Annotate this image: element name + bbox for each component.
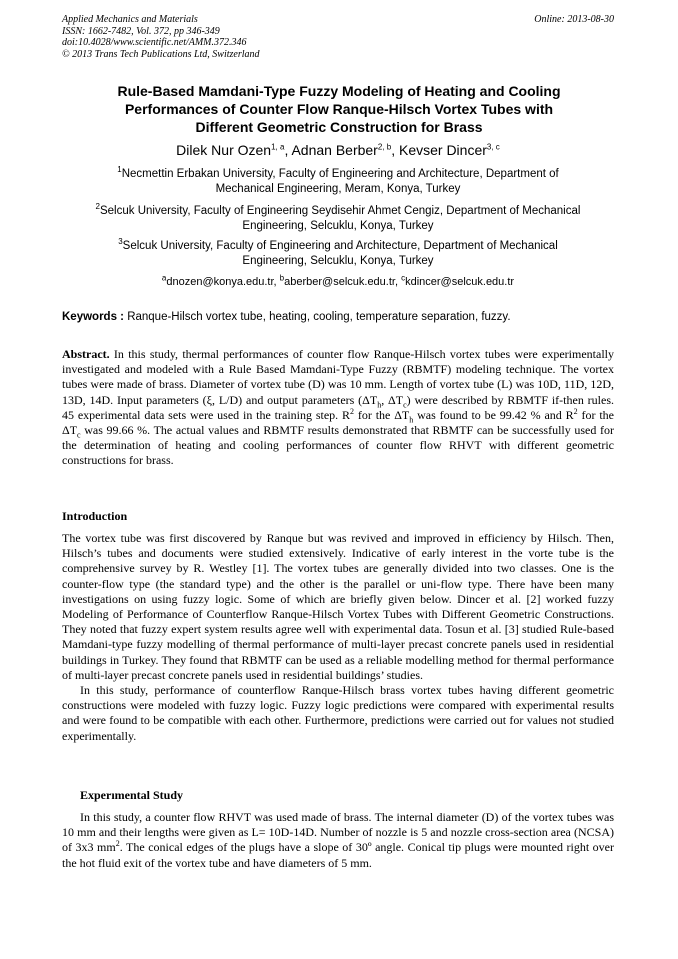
author-separator: , (284, 142, 292, 158)
author-superscript: 3, c (486, 142, 500, 152)
doi: doi:10.4028/www.scientific.net/AMM.372.346 (62, 37, 247, 48)
online-date: Online: 2013-08-30 (534, 14, 614, 25)
subscript: c (403, 400, 407, 409)
paragraph: In this study, performance of counterflow Ranque-Hilsch brass vortex tubes having different geometric constructions were modeled with fuzzy logic. Fuzzy logic predictions were compared with experimental results and were found to be compatible with each other. Furthermore, predictions were carried out for values not studied experimentally. (62, 683, 614, 743)
affiliation-superscript: 2 (95, 202, 100, 212)
affiliation-text: Mechanical Engineering, Meram, Konya, Turkey (215, 183, 461, 195)
affiliation-2 (62, 204, 614, 234)
author-emails (62, 275, 614, 289)
affiliation-superscript: 1 (117, 165, 122, 175)
experimental-body (62, 810, 614, 871)
affiliation-superscript: 3 (118, 237, 123, 247)
paragraph: The vortex tube was first discovered by Ranque but was revived and improved in efficiency by Hilsch. Then, Hilsch’s tubes and documents were studied extensively. Indicative of early interest in the vorte tube is the comprehensive survey by R. Westley [1]. The vortex tubes are generally divided into two classes. One is the counter-flow type (the standard type) and the other is the parallel or uni-flow type. There have been many investigations on using fuzzy logic. Some of which are briefly given below. Dincer et al. [2] worked fuzzy Modeling of Performance of Counterflow Ranque-Hilsch Vortex Tubes with Different Geometric Constructions. They noted that fuzzy expert system results agree well with experimental data. Tosun et al. [3] studied Rule-based Mamdani-type fuzzy modelling of thermal performance of multi-layer precast concrete panels used in residential buildings in Turkey. They found that RBMTF can be used as a reliable modelling method for thermal performance of multi-layer precast concrete panels used in residential buildings’ studies. (62, 531, 614, 682)
abstract (62, 347, 614, 469)
author-superscript: 1, a (271, 142, 285, 152)
abstract-text: , ΔT (381, 392, 404, 407)
issn: ISSN: 1662-7482, Vol. 372, pp 346-349 (62, 25, 220, 37)
author-name: Adnan Berber (291, 142, 378, 158)
abstract-text: for the ΔT (354, 407, 410, 422)
journal-name: Applied Mechanics and Materials (62, 14, 198, 25)
email-superscript: a (161, 273, 167, 283)
subscript: h (409, 415, 414, 425)
subscript: h (377, 400, 382, 409)
abstract-text: was 99.66 %. The actual values and RBMTF results demonstrated that RBMTF can be successfully used for the determination of heating and cooling performances of counter flow RHVT with different geometric constructions for brass. (62, 423, 614, 468)
superscript: 2 (115, 839, 120, 849)
paragraph: In this study, a counter flow RHVT was used made of brass. The internal diameter (D) of the vortex tubes was 10 mm and their lengths were given as L= 10D-14D. Number of nozzle is 5 and nozzle cross-section area (NCSA) of 3x3 mm (62, 810, 614, 855)
title-line: Performances of Counter Flow Ranque-Hilsch Vortex Tubes with (124, 101, 554, 117)
paragraph: . The conical edges of the plugs have a slope of 30º angle. Conical tip plugs were mounted right over the hot fluid exit of the vortex tube and have diameters of 5 mm. (62, 840, 614, 870)
title-line: Different Geometric Construction for Brass (195, 119, 483, 135)
email-link[interactable]: kdincer@selcuk.edu.tr (405, 276, 515, 288)
section-heading-experimental: Experımental Study (80, 788, 184, 802)
superscript: 2 (573, 406, 578, 416)
abstract-text: for the ΔT (62, 407, 614, 438)
author-superscript: 2, b (377, 142, 392, 152)
keywords-text: Ranque-Hilsch vortex tube, heating, cooling, temperature separation, fuzzy. (124, 311, 511, 323)
author-name: Dilek Nur Ozen (176, 142, 272, 158)
affiliation-text: Selcuk University, Faculty of Engineering and Architecture, Department of Mechanical (122, 240, 558, 252)
keywords-label: Keywords : (62, 311, 124, 323)
superscript: 2 (350, 406, 355, 416)
abstract-text: In this study, thermal performances of counter flow Ranque-Hilsch vortex tubes were experimentally investigated and modeled with a Rule Based Mamdani-Type Fuzzy (RBMTF) modeling technique. The vortex tubes were made of brass. Diameter of vortex tube (D) was 10 mm. Length of vortex tube (L) was 10D, 11D, 12D, 13D, 14D. Input parameters (ξ, L/D) and output parameters (ΔT (62, 347, 614, 407)
author-list (62, 141, 614, 159)
title-line: Rule-Based Mamdani-Type Fuzzy Modeling of Heating and Cooling (117, 83, 561, 99)
affiliation-1 (62, 167, 614, 197)
affiliation-text: Engineering, Selcuklu, Konya, Turkey (242, 255, 434, 267)
affiliation-3 (62, 239, 614, 269)
paper-title (70, 82, 608, 136)
affiliation-text: Engineering, Selcuklu, Konya, Turkey (242, 220, 434, 232)
journal-header (62, 14, 614, 60)
email-link[interactable]: aberber@selcuk.edu.tr, (284, 276, 402, 288)
subscript: c (77, 430, 81, 440)
keywords (62, 310, 614, 324)
author-name: Kevser Dincer (398, 142, 487, 158)
copyright: © 2013 Trans Tech Publications Ltd, Switzerland (62, 48, 260, 60)
abstract-text: was found to be 99.42 % and R (413, 407, 574, 422)
email-superscript: b (279, 273, 285, 283)
email-link[interactable]: dnozen@konya.edu.tr, (166, 276, 280, 288)
affiliation-text: Necmettin Erbakan University, Faculty of Engineering and Architecture, Department of (121, 168, 559, 180)
author-separator: , (391, 142, 399, 158)
abstract-label: Abstract. (62, 347, 110, 361)
section-heading-introduction: Introduction (62, 509, 128, 523)
affiliation-text: Selcuk University, Faculty of Engineering Seydisehir Ahmet Cengiz, Department of Mechanical (99, 205, 581, 217)
abstract-text: ) were described by RBMTF if-then rules. 45 experimental data sets were used in the training step. R (62, 392, 614, 422)
email-superscript: c (401, 273, 406, 283)
introduction-body (62, 531, 614, 744)
